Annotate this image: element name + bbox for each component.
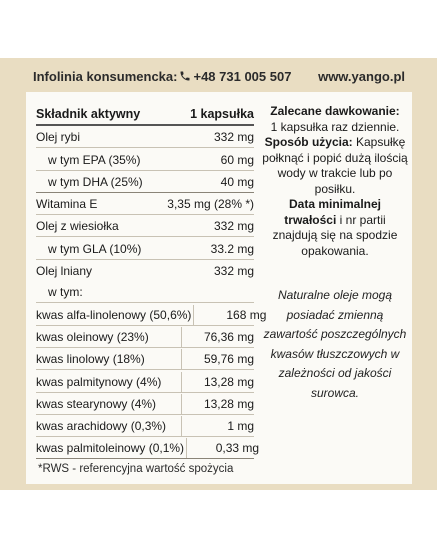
table-row [36, 148, 254, 170]
row-name: Olej z wiesiołka [36, 219, 119, 234]
row-value: 76,36 mg [181, 327, 254, 347]
row-name: Witamina E [36, 197, 98, 212]
ingredients-table [36, 100, 267, 459]
row-name: w tym: [48, 285, 83, 300]
row-value: 13,28 mg [181, 394, 254, 414]
row-value: 13,28 mg [181, 372, 254, 392]
row-name: kwas stearynowy (4%) [36, 396, 157, 411]
table-row [36, 326, 254, 348]
hotline-label: Infolinia konsumencka: [33, 68, 178, 84]
row-value: 60 mg [220, 152, 254, 167]
table-row [36, 303, 267, 325]
row-value: 40 mg [220, 174, 254, 189]
row-name: Olej lniany [36, 264, 93, 279]
table-header [36, 100, 254, 126]
hotline-bar [33, 66, 405, 86]
table-row [36, 370, 254, 392]
table-row [36, 415, 254, 437]
table-row [36, 193, 254, 215]
row-value: 332 mg [213, 130, 254, 145]
dosage-block [262, 104, 408, 259]
column-ingredient: Składnik aktywny [36, 107, 141, 121]
row-value: 332 mg [213, 219, 254, 234]
column-dose: 1 kapsułka [190, 107, 254, 121]
row-value: 168 mg [193, 305, 266, 325]
row-value: 1 mg [181, 416, 254, 436]
table-row [36, 126, 254, 148]
dosage-text: 1 kapsułka raz dziennie. [270, 119, 400, 134]
row-name: kwas oleinowy (23%) [36, 329, 149, 344]
row-value: 0,33 mg [186, 438, 259, 458]
hotline-phone: +48 731 005 507 [193, 68, 292, 84]
row-value: 33.2 mg [210, 241, 254, 256]
usage-text: Kapsułkę połknąć i popić dużą ilością wody w trakcie lub po posiłku. [262, 135, 408, 196]
row-name: kwas palmitynowy (4%) [36, 374, 162, 389]
row-name: kwas arachidowy (0,3%) [36, 419, 167, 434]
row-name: kwas alfa-linolenowy (50,6%) [36, 307, 192, 322]
row-value: 332 mg [213, 264, 254, 279]
usage-title: Sposób użycia: [264, 135, 353, 149]
row-name: w tym GLA (10%) [48, 241, 142, 256]
table-row [36, 281, 254, 303]
hotline-group [33, 69, 291, 84]
row-name: w tym EPA (35%) [48, 152, 141, 167]
date-text: i nr partii znajdują się na spodzie opakowania. [272, 212, 398, 258]
row-name: kwas linolowy (18%) [36, 352, 145, 367]
row-value: 3,35 mg (28% *) [167, 197, 254, 212]
table-row [36, 171, 254, 193]
table-row [36, 437, 260, 459]
date-title: Data minimalnej trwałości [284, 197, 382, 227]
table-row [36, 393, 254, 415]
row-value: 59,76 mg [181, 349, 254, 369]
rws-footnote: *RWS - referencyjna wartość spożycia [38, 463, 234, 475]
website-link[interactable]: www.yango.pl [318, 68, 405, 84]
table-row [36, 237, 254, 259]
oils-variability-note: Naturalne oleje mogą posiadać zmienną zawartość poszczególnych kwasów tłuszczowych w zależności od jakości surowca. [263, 288, 407, 400]
row-name: kwas palmitoleinowy (0,1%) [36, 441, 185, 456]
table-row [36, 260, 254, 281]
row-name: Olej rybi [36, 130, 81, 145]
dosage-title: Zalecane dawkowanie: [270, 104, 400, 118]
phone-icon [179, 70, 191, 82]
table-row [36, 215, 254, 237]
row-name: w tym DHA (25%) [48, 174, 143, 189]
table-row [36, 348, 254, 370]
